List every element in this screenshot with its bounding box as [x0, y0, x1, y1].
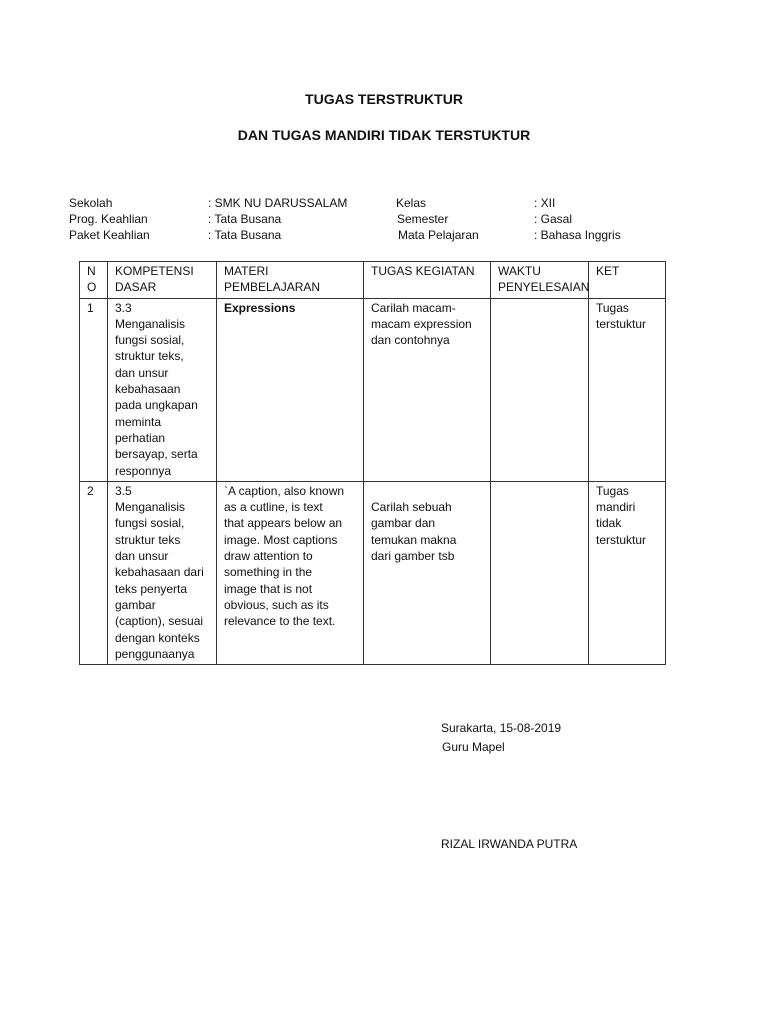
table-row: [80, 298, 666, 481]
paket-keahlian-value: : Tata Busana: [208, 228, 282, 242]
prog-keahlian-label: Prog. Keahlian: [69, 212, 148, 226]
row-materi: `A caption, also known as a cutline, is text that appears below an image. Most captions draw attention to something in the image that is not obvious, such as its relevance to the text.: [217, 481, 364, 664]
header-waktu-penyelesaian: WAKTU PENYELESAIAN: [491, 262, 589, 299]
row-no: 2: [80, 481, 108, 664]
task-table: [79, 261, 666, 665]
document-subtitle: DAN TUGAS MANDIRI TIDAK TERSTUKTUR: [237, 127, 531, 143]
document-title: TUGAS TERSTRUKTUR: [305, 91, 463, 107]
header-materi-pembelajaran: MATERI PEMBELAJARAN: [217, 262, 364, 299]
header-ket: KET: [589, 262, 666, 299]
row-waktu: [491, 298, 589, 481]
semester-value: : Gasal: [534, 212, 573, 226]
row-tugas: Carilah macam- macam expression dan contohnya: [364, 298, 491, 481]
paket-keahlian-label: Paket Keahlian: [69, 228, 150, 242]
row-tugas: Carilah sebuah gambar dan temukan makna dari gamber tsb: [364, 481, 491, 664]
header-kompetensi-dasar: KOMPETENSI DASAR: [108, 262, 217, 299]
place-date: Surakarta, 15-08-2019: [441, 721, 562, 735]
header-no: N O: [80, 262, 108, 299]
signer-name: RIZAL IRWANDA PUTRA: [441, 837, 578, 851]
header-tugas-kegiatan: TUGAS KEGIATAN: [364, 262, 491, 299]
table-row: [80, 481, 666, 664]
sekolah-label: Sekolah: [69, 196, 113, 210]
table-header-row: [80, 262, 666, 299]
row-ket: Tugas mandiri tidak terstuktur: [589, 481, 666, 664]
mata-pelajaran-label: Mata Pelajaran: [398, 228, 479, 242]
prog-keahlian-value: : Tata Busana: [208, 212, 282, 226]
row-no: 1: [80, 298, 108, 481]
row-materi: Expressions: [217, 298, 364, 481]
row-ket: Tugas terstuktur: [589, 298, 666, 481]
kelas-label: Kelas: [396, 196, 427, 210]
row-kompetensi: 3.5 Menganalisis fungsi sosial, struktur teks dan unsur kebahasaan dari teks penyerta gambar (caption), sesuai dengan konteks penggunaanya: [108, 481, 217, 664]
row-waktu: [491, 481, 589, 664]
kelas-value: : XII: [534, 196, 556, 210]
mata-pelajaran-value: : Bahasa Inggris: [534, 228, 621, 242]
row-kompetensi: 3.3 Menganalisis fungsi sosial, struktur teks, dan unsur kebahasaan pada ungkapan meminta perhatian bersayap, serta responnya: [108, 298, 217, 481]
semester-label: Semester: [397, 212, 449, 226]
signer-role: Guru Mapel: [442, 740, 505, 754]
sekolah-value: : SMK NU DARUSSALAM: [208, 196, 348, 210]
